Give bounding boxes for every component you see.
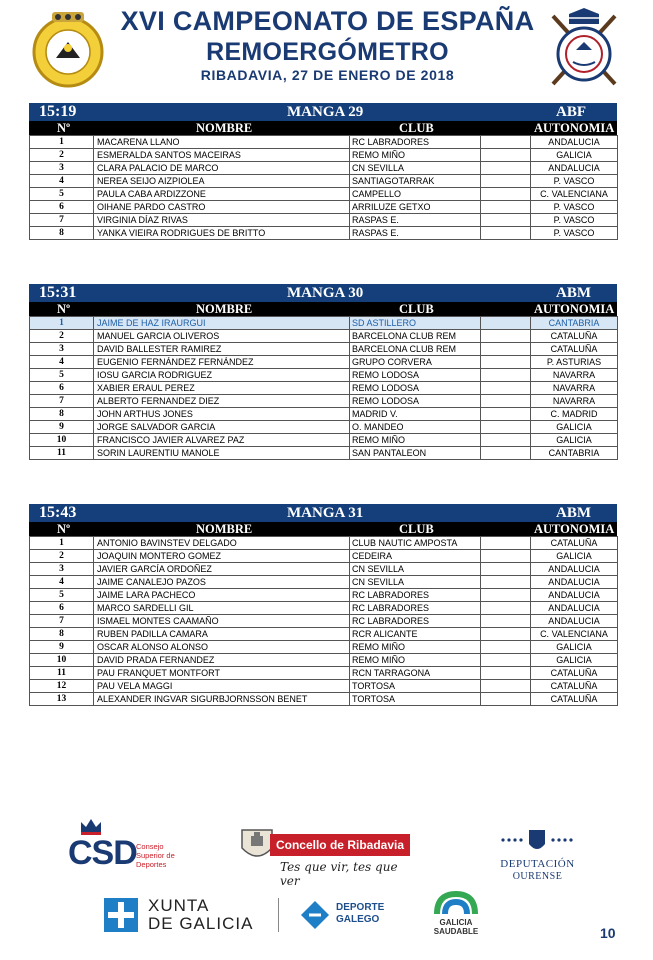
cell-name: JAIME DE HAZ IRAURGUI — [94, 317, 350, 330]
heat-header — [29, 103, 617, 121]
table-row — [30, 434, 618, 447]
table-row — [30, 201, 618, 214]
cell-club: RASPAS E. — [350, 227, 481, 240]
cell-number: 2 — [30, 550, 94, 563]
cell-club: RC LABRADORES — [350, 615, 481, 628]
table-row — [30, 680, 618, 693]
cell-club: RCN TARRAGONA — [350, 667, 481, 680]
cell-name: ANTONIO BAVINSTEV DELGADO — [94, 537, 350, 550]
cell-region: GALICIA — [531, 421, 618, 434]
heat-time: 15:43 — [39, 504, 77, 521]
cell-region: NAVARRA — [531, 395, 618, 408]
federation-logo-icon — [28, 8, 108, 88]
cell-region: GALICIA — [531, 149, 618, 162]
cell-number: 9 — [30, 641, 94, 654]
cell-region: P. VASCO — [531, 214, 618, 227]
column-header-row — [29, 121, 617, 135]
cell-number: 11 — [30, 667, 94, 680]
table-row — [30, 356, 618, 369]
heat-section — [29, 504, 617, 706]
table-row — [30, 136, 618, 149]
deporte-line1: DEPORTE — [336, 902, 385, 913]
cell-number: 3 — [30, 563, 94, 576]
heat-name: MANGA 30 — [287, 285, 364, 301]
deporte-galego-logo — [300, 896, 400, 936]
heat-table — [29, 135, 618, 240]
cell-name: EUGENIO FERNÁNDEZ FERNÁNDEZ — [94, 356, 350, 369]
cell-club: SD ASTILLERO — [350, 317, 481, 330]
cell-number: 4 — [30, 356, 94, 369]
cell-club: SAN PANTALEON — [350, 447, 481, 460]
cell-region: P. VASCO — [531, 201, 618, 214]
cell-club: REMO MIÑO — [350, 149, 481, 162]
cell-blank — [481, 628, 531, 641]
table-row — [30, 395, 618, 408]
cell-region: ANDALUCIA — [531, 563, 618, 576]
csd-name: Consejo Superior de Deportes — [136, 842, 175, 869]
col-number: Nº — [57, 302, 71, 316]
table-row — [30, 149, 618, 162]
cell-name: JAVIER GARCÍA ORDOÑEZ — [94, 563, 350, 576]
cell-blank — [481, 162, 531, 175]
cell-club: REMO MIÑO — [350, 654, 481, 667]
cell-number: 8 — [30, 628, 94, 641]
cell-club: RC LABRADORES — [350, 136, 481, 149]
cell-blank — [481, 550, 531, 563]
cell-blank — [481, 667, 531, 680]
cell-region: CATALUÑA — [531, 537, 618, 550]
heat-section — [29, 103, 617, 240]
heat-table — [29, 536, 618, 706]
xunta-line1: XUNTA — [148, 896, 210, 915]
csd-logo — [66, 816, 186, 886]
cell-blank — [481, 227, 531, 240]
cell-region: P. ASTURIAS — [531, 356, 618, 369]
ribadavia-crest-icon — [240, 826, 274, 864]
cell-blank — [481, 136, 531, 149]
cell-number: 4 — [30, 576, 94, 589]
concello-name: Concello de Ribadavia — [270, 834, 410, 856]
cell-club: REMO MIÑO — [350, 641, 481, 654]
table-row — [30, 408, 618, 421]
col-club: CLUB — [399, 302, 434, 316]
table-row — [30, 162, 618, 175]
cell-blank — [481, 434, 531, 447]
col-club: CLUB — [399, 121, 434, 135]
cell-name: JOAQUIN MONTERO GOMEZ — [94, 550, 350, 563]
cell-region: GALICIA — [531, 550, 618, 563]
cell-number: 3 — [30, 162, 94, 175]
cell-name: MACARENA LLANO — [94, 136, 350, 149]
cell-region: CATALUÑA — [531, 343, 618, 356]
cell-blank — [481, 641, 531, 654]
cell-number: 1 — [30, 317, 94, 330]
heat-name: MANGA 31 — [287, 505, 364, 521]
deputacion-line2: OURENSE — [512, 871, 563, 882]
col-region: AUTONOMIA — [534, 302, 615, 316]
cell-club: BARCELONA CLUB REM — [350, 343, 481, 356]
cell-blank — [481, 563, 531, 576]
cell-club: RCR ALICANTE — [350, 628, 481, 641]
col-name: NOMBRE — [196, 302, 253, 316]
table-row — [30, 343, 618, 356]
cell-region: CANTABRIA — [531, 317, 618, 330]
cell-name: ESMERALDA SANTOS MACEIRAS — [94, 149, 350, 162]
col-club: CLUB — [399, 522, 434, 536]
table-row — [30, 550, 618, 563]
column-header-row — [29, 302, 617, 316]
table-row — [30, 615, 618, 628]
cell-blank — [481, 317, 531, 330]
cell-region: GALICIA — [531, 654, 618, 667]
cell-number: 5 — [30, 188, 94, 201]
page-number: 10 — [600, 925, 616, 941]
cell-blank — [481, 343, 531, 356]
cell-name: VIRGINIA DÍAZ RIVAS — [94, 214, 350, 227]
cell-club: TORTOSA — [350, 680, 481, 693]
cell-club: REMO MIÑO — [350, 434, 481, 447]
cell-name: FRANCISCO JAVIER ALVAREZ PAZ — [94, 434, 350, 447]
cell-blank — [481, 589, 531, 602]
cell-club: ARRILUZE GETXO — [350, 201, 481, 214]
cell-name: IOSU GARCIA RODRIGUEZ — [94, 369, 350, 382]
cell-region: CATALUÑA — [531, 693, 618, 706]
cell-number: 13 — [30, 693, 94, 706]
cell-region: ANDALUCIA — [531, 602, 618, 615]
cell-name: YANKA VIEIRA RODRIGUES DE BRITTO — [94, 227, 350, 240]
cell-blank — [481, 395, 531, 408]
event-title: XVI CAMPEONATO DE ESPAÑA — [120, 6, 535, 36]
table-row — [30, 188, 618, 201]
cell-number: 10 — [30, 654, 94, 667]
deporte-galego-icon — [300, 900, 330, 930]
table-row — [30, 317, 618, 330]
cell-blank — [481, 693, 531, 706]
cell-club: RASPAS E. — [350, 214, 481, 227]
cell-number: 1 — [30, 537, 94, 550]
cell-name: ALEXANDER INGVAR SIGURBJORNSSON BENET — [94, 693, 350, 706]
cell-blank — [481, 330, 531, 343]
cell-name: CLARA PALACIO DE MARCO — [94, 162, 350, 175]
cell-name: OIHANE PARDO CASTRO — [94, 201, 350, 214]
concello-slogan: Tes que vir, tes que ver — [280, 860, 398, 888]
cell-number: 2 — [30, 330, 94, 343]
heat-category: ABF — [556, 104, 586, 120]
col-region: AUTONOMIA — [534, 121, 615, 135]
galicia-saudable-icon — [431, 890, 481, 918]
col-region: AUTONOMIA — [534, 522, 615, 536]
cell-blank — [481, 408, 531, 421]
table-row — [30, 563, 618, 576]
table-row — [30, 227, 618, 240]
cell-blank — [481, 421, 531, 434]
cell-club: MADRID V. — [350, 408, 481, 421]
cell-number: 7 — [30, 214, 94, 227]
cell-name: JORGE SALVADOR GARCIA — [94, 421, 350, 434]
cell-number: 7 — [30, 395, 94, 408]
col-number: Nº — [57, 121, 71, 135]
cell-name: PAULA CABA ARDIZZONE — [94, 188, 350, 201]
cell-number: 8 — [30, 408, 94, 421]
table-row — [30, 421, 618, 434]
cell-club: CLUB NAUTIC AMPOSTA — [350, 537, 481, 550]
cell-club: CAMPELLO — [350, 188, 481, 201]
cell-name: PAU VELA MAGGI — [94, 680, 350, 693]
table-row — [30, 537, 618, 550]
cell-region: ANDALUCIA — [531, 162, 618, 175]
cell-number: 12 — [30, 680, 94, 693]
col-number: Nº — [57, 522, 71, 536]
table-row — [30, 330, 618, 343]
cell-name: JOHN ARTHUS JONES — [94, 408, 350, 421]
cell-name: OSCAR ALONSO ALONSO — [94, 641, 350, 654]
table-row — [30, 447, 618, 460]
cell-name: DAVID PRADA FERNANDEZ — [94, 654, 350, 667]
cell-name: MARCO SARDELLI GIL — [94, 602, 350, 615]
cell-region: CATALUÑA — [531, 330, 618, 343]
heat-section — [29, 284, 617, 460]
xunta-line2: DE GALICIA — [148, 914, 254, 933]
cell-region: NAVARRA — [531, 369, 618, 382]
cell-region: NAVARRA — [531, 382, 618, 395]
table-row — [30, 214, 618, 227]
cell-number: 6 — [30, 382, 94, 395]
csd-acronym: CSD — [68, 834, 137, 872]
cell-club: CN SEVILLA — [350, 162, 481, 175]
cell-region: ANDALUCIA — [531, 576, 618, 589]
cell-blank — [481, 537, 531, 550]
cell-number: 3 — [30, 343, 94, 356]
cell-region: GALICIA — [531, 434, 618, 447]
cell-club: REMO LODOSA — [350, 395, 481, 408]
cell-number: 11 — [30, 447, 94, 460]
cell-blank — [481, 654, 531, 667]
cell-region: ANDALUCIA — [531, 136, 618, 149]
cell-number: 2 — [30, 149, 94, 162]
cell-club: CN SEVILLA — [350, 563, 481, 576]
table-row — [30, 576, 618, 589]
cell-region: C. VALENCIANA — [531, 628, 618, 641]
cell-name: PAU FRANQUET MONTFORT — [94, 667, 350, 680]
galicia-saudable-logo — [425, 890, 495, 940]
cell-number: 4 — [30, 175, 94, 188]
cell-name: SORIN LAURENTIU MANOLE — [94, 447, 350, 460]
deporte-line2: GALEGO — [336, 914, 380, 925]
cell-name: ISMAEL MONTES CAAMAÑO — [94, 615, 350, 628]
rowing-club-crest-icon — [543, 6, 625, 90]
col-name: NOMBRE — [196, 121, 253, 135]
cell-name: XABIER ERAUL PEREZ — [94, 382, 350, 395]
cell-name: JAIME CANALEJO PAZOS — [94, 576, 350, 589]
cell-club: BARCELONA CLUB REM — [350, 330, 481, 343]
cell-region: CANTABRIA — [531, 447, 618, 460]
table-row — [30, 382, 618, 395]
cell-name: ALBERTO FERNANDEZ DIEZ — [94, 395, 350, 408]
cell-name: RUBEN PADILLA CAMARA — [94, 628, 350, 641]
cell-blank — [481, 188, 531, 201]
cell-region: CATALUÑA — [531, 667, 618, 680]
cell-club: RC LABRADORES — [350, 602, 481, 615]
cell-region: CATALUÑA — [531, 680, 618, 693]
cell-club: TORTOSA — [350, 693, 481, 706]
cell-name: NEREA SEIJO AIZPIOLEA — [94, 175, 350, 188]
saudable-line2: SAUDABLE — [433, 927, 479, 936]
cell-name: JAIME LARA PACHECO — [94, 589, 350, 602]
cell-blank — [481, 356, 531, 369]
heat-time: 15:19 — [39, 103, 77, 120]
cell-name: DAVID BALLESTER RAMIREZ — [94, 343, 350, 356]
cell-name: MANUEL GARCIA OLIVEROS — [94, 330, 350, 343]
cell-blank — [481, 175, 531, 188]
cell-blank — [481, 369, 531, 382]
cell-blank — [481, 382, 531, 395]
table-row — [30, 693, 618, 706]
table-row — [30, 602, 618, 615]
cell-region: C. MADRID — [531, 408, 618, 421]
cell-number: 10 — [30, 434, 94, 447]
cell-club: CN SEVILLA — [350, 576, 481, 589]
table-row — [30, 628, 618, 641]
cell-number: 7 — [30, 615, 94, 628]
heat-header — [29, 284, 617, 302]
table-row — [30, 369, 618, 382]
cell-club: GRUPO CORVERA — [350, 356, 481, 369]
crown-icon — [78, 816, 104, 836]
concello-logo — [232, 826, 417, 886]
cell-club: O. MANDEO — [350, 421, 481, 434]
cell-blank — [481, 602, 531, 615]
cell-number: 6 — [30, 201, 94, 214]
xunta-logo — [104, 896, 284, 936]
cell-number: 9 — [30, 421, 94, 434]
heat-category: ABM — [556, 505, 591, 521]
cell-region: GALICIA — [531, 641, 618, 654]
cell-club: CEDEIRA — [350, 550, 481, 563]
cell-blank — [481, 576, 531, 589]
cell-region: ANDALUCIA — [531, 589, 618, 602]
page-header — [0, 0, 653, 95]
cell-region: P. VASCO — [531, 175, 618, 188]
deputacion-shield-icon — [497, 826, 577, 854]
table-row — [30, 175, 618, 188]
heat-time: 15:31 — [39, 284, 77, 301]
table-row — [30, 667, 618, 680]
cell-number: 5 — [30, 369, 94, 382]
cell-club: SANTIAGOTARRAK — [350, 175, 481, 188]
deputacion-logo — [495, 826, 580, 886]
heat-header — [29, 504, 617, 522]
cell-number: 5 — [30, 589, 94, 602]
heat-category: ABM — [556, 285, 591, 301]
event-discipline: REMOERGÓMETRO — [206, 38, 449, 66]
saudable-line1: GALICIA — [439, 918, 473, 927]
cell-region: ANDALUCIA — [531, 615, 618, 628]
cell-number: 6 — [30, 602, 94, 615]
column-header-row — [29, 522, 617, 536]
cell-blank — [481, 149, 531, 162]
deputacion-line1: DEPUTACIÓN — [500, 858, 575, 870]
xunta-cross-icon — [104, 898, 138, 932]
cell-club: REMO LODOSA — [350, 382, 481, 395]
cell-number: 1 — [30, 136, 94, 149]
cell-number: 8 — [30, 227, 94, 240]
cell-blank — [481, 615, 531, 628]
col-name: NOMBRE — [196, 522, 253, 536]
cell-blank — [481, 214, 531, 227]
cell-club: REMO LODOSA — [350, 369, 481, 382]
sponsors-footer — [0, 800, 653, 960]
cell-blank — [481, 680, 531, 693]
heat-table — [29, 316, 618, 460]
cell-club: RC LABRADORES — [350, 589, 481, 602]
cell-region: C. VALENCIANA — [531, 188, 618, 201]
cell-region: P. VASCO — [531, 227, 618, 240]
cell-blank — [481, 201, 531, 214]
table-row — [30, 654, 618, 667]
event-location-date: RIBADAVIA, 27 DE ENERO DE 2018 — [200, 67, 455, 83]
cell-blank — [481, 447, 531, 460]
xunta-divider — [278, 898, 279, 932]
table-row — [30, 589, 618, 602]
table-row — [30, 641, 618, 654]
heat-name: MANGA 29 — [287, 104, 364, 120]
